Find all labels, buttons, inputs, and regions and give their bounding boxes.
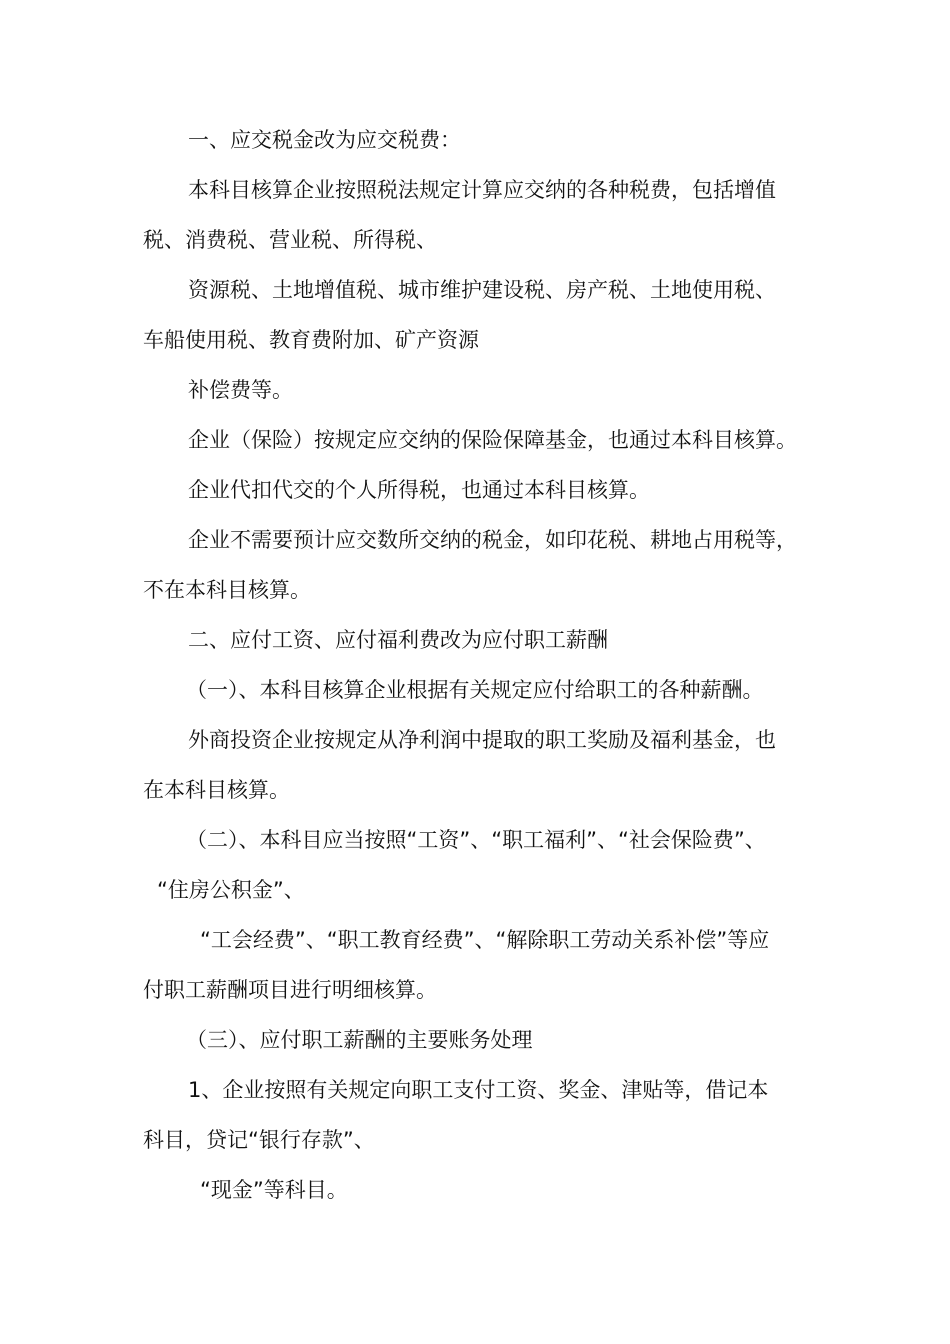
paragraph-line: “住房公积金”、 [157,878,305,902]
paragraph-line: （一）、本科目核算企业根据有关规定应付给职工的各种薪酬。 [186,678,764,702]
paragraph-line: 资源税、土地增值税、城市维护建设税、房产税、土地使用税、 [188,278,776,302]
paragraph-line: 补偿费等。 [188,378,293,402]
heading-salaries: 二、应付工资、应付福利费改为应付职工薪酬 [188,628,608,652]
paragraph-line: 科目，贷记“银行存款”、 [143,1128,375,1152]
paragraph-line: 企业代扣代交的个人所得税，也通过本科目核算。 [188,478,650,502]
paragraph-line: 不在本科目核算。 [143,578,311,602]
paragraph-line: 1、企业按照有关规定向职工支付工资、奖金、津贴等，借记本 [188,1078,769,1102]
paragraph-line: （二）、本科目应当按照“工资”、“职工福利”、“社会保险费”、 [186,828,766,852]
paragraph-line: “工会经费”、“职工教育经费”、“解除职工劳动关系补偿”等应 [200,928,770,952]
paragraph-line: 企业不需要预计应交数所交纳的税金，如印花税、耕地占用税等， [188,528,797,552]
paragraph-line: 车船使用税、教育费附加、矿产资源 [143,328,479,352]
paragraph-line: 本科目核算企业按照税法规定计算应交纳的各种税费，包括增值 [188,178,776,202]
paragraph-line: 税、消费税、营业税、所得税、 [143,228,437,252]
paragraph-line: “现金”等科目。 [200,1178,348,1202]
heading-taxes: 一、应交税金改为应交税费： [188,128,461,152]
paragraph-line: 企业（保险）按规定应交纳的保险保障基金，也通过本科目核算。 [188,428,797,452]
paragraph-line: 在本科目核算。 [143,778,290,802]
paragraph-line: 外商投资企业按规定从净利润中提取的职工奖励及福利基金，也 [188,728,776,752]
paragraph-line: 付职工薪酬项目进行明细核算。 [143,978,437,1002]
paragraph-line: （三）、应付职工薪酬的主要账务处理 [186,1028,533,1052]
